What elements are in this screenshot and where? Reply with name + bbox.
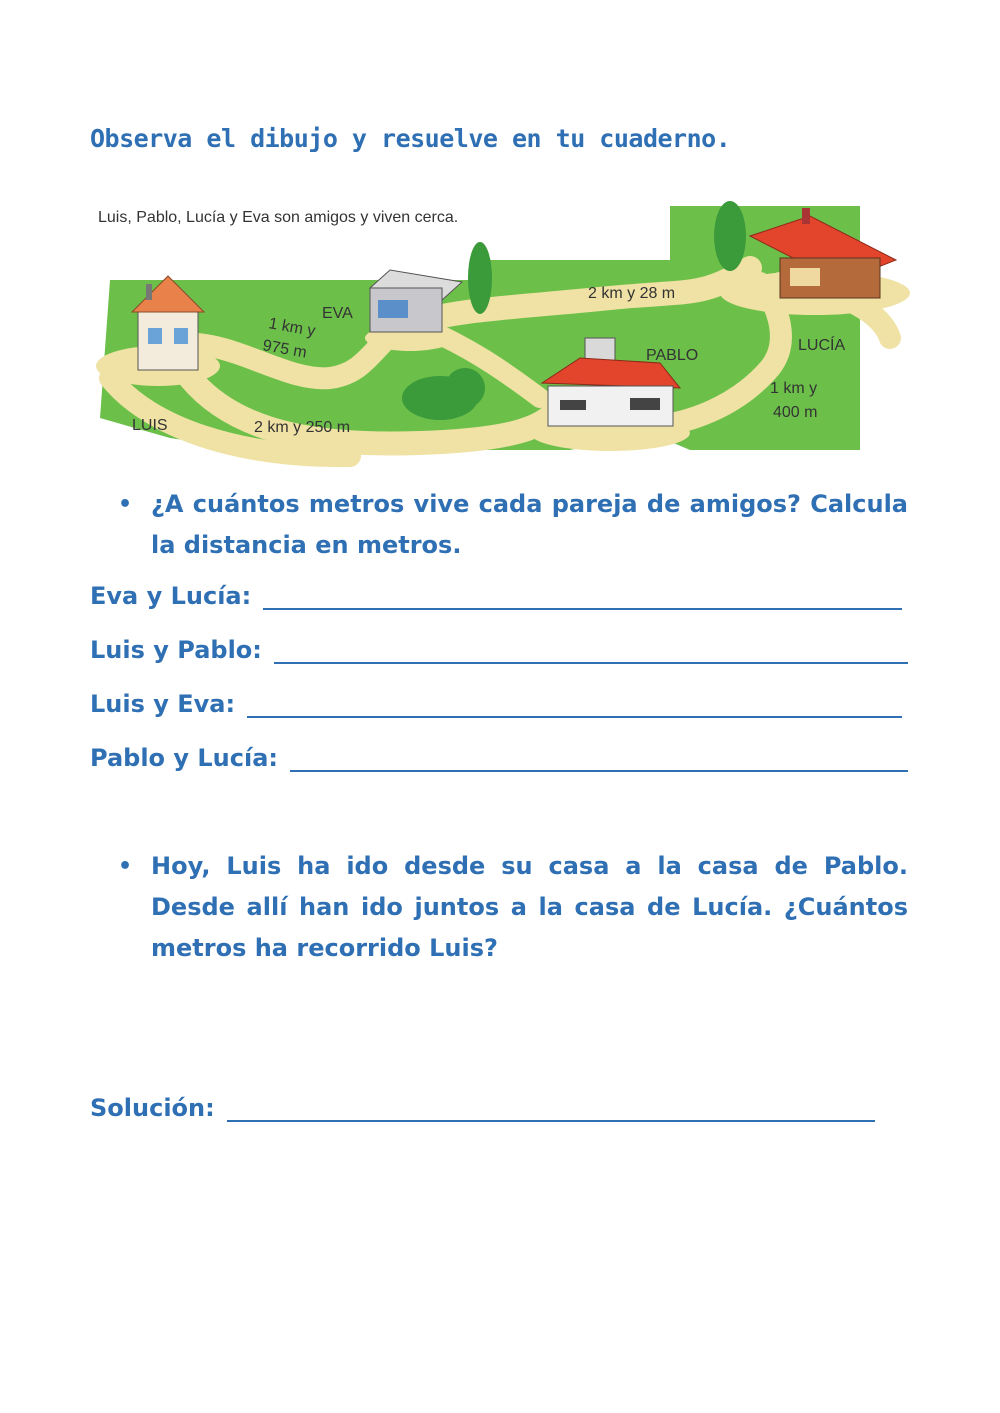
label-pablo-lucia-1: 1 km y (770, 380, 818, 397)
label-eva: EVA (322, 305, 353, 322)
question-1-text: ¿A cuántos metros vive cada pareja de amigos? Calcula la distancia en metros. (151, 490, 908, 559)
solution-blank[interactable] (227, 1096, 875, 1122)
answer-blank[interactable] (290, 746, 908, 772)
worksheet-title: Observa el dibujo y resuelve en tu cuaderno. (90, 124, 731, 153)
label-pablo: PABLO (646, 347, 699, 364)
answer-label: Eva y Lucía: (90, 582, 252, 610)
label-luis-pablo: 2 km y 250 m (254, 419, 351, 436)
map-caption: Luis, Pablo, Lucía y Eva son amigos y viven cerca. (98, 209, 459, 226)
answer-label: Luis y Pablo: (90, 636, 262, 664)
answer-blank[interactable] (274, 638, 908, 664)
label-eva-lucia: 2 km y 28 m (588, 285, 676, 302)
solution-row (90, 1094, 875, 1122)
answer-label: Pablo y Lucía: (90, 744, 279, 772)
answer-blank[interactable] (263, 584, 902, 610)
label-lucia: LUCÍA (798, 337, 846, 354)
map-illustration (90, 188, 910, 478)
question-2-text: Hoy, Luis ha ido desde su casa a la casa de Pablo. Desde allí han ido juntos a la casa de Lucía. ¿Cuántos metros ha recorrido Luis? (151, 852, 908, 962)
label-pablo-lucia-2: 400 m (773, 404, 818, 421)
answer-row-pablo-lucia (90, 744, 908, 772)
question-2 (118, 846, 908, 969)
bullet: • (118, 492, 133, 517)
label-luis-eva-1: 1 km y (267, 315, 317, 341)
solution-label: Solución: (90, 1094, 215, 1122)
label-luis-eva-2: 975 m (261, 337, 309, 362)
question-1 (118, 484, 908, 566)
answer-blank[interactable] (247, 692, 902, 718)
answer-row-luis-pablo (90, 636, 908, 664)
answer-row-eva-lucia (90, 582, 902, 610)
bullet: • (118, 854, 133, 879)
answer-row-luis-eva (90, 690, 902, 718)
map-svg (90, 188, 910, 478)
label-luis: LUIS (132, 417, 168, 434)
answer-label: Luis y Eva: (90, 690, 236, 718)
